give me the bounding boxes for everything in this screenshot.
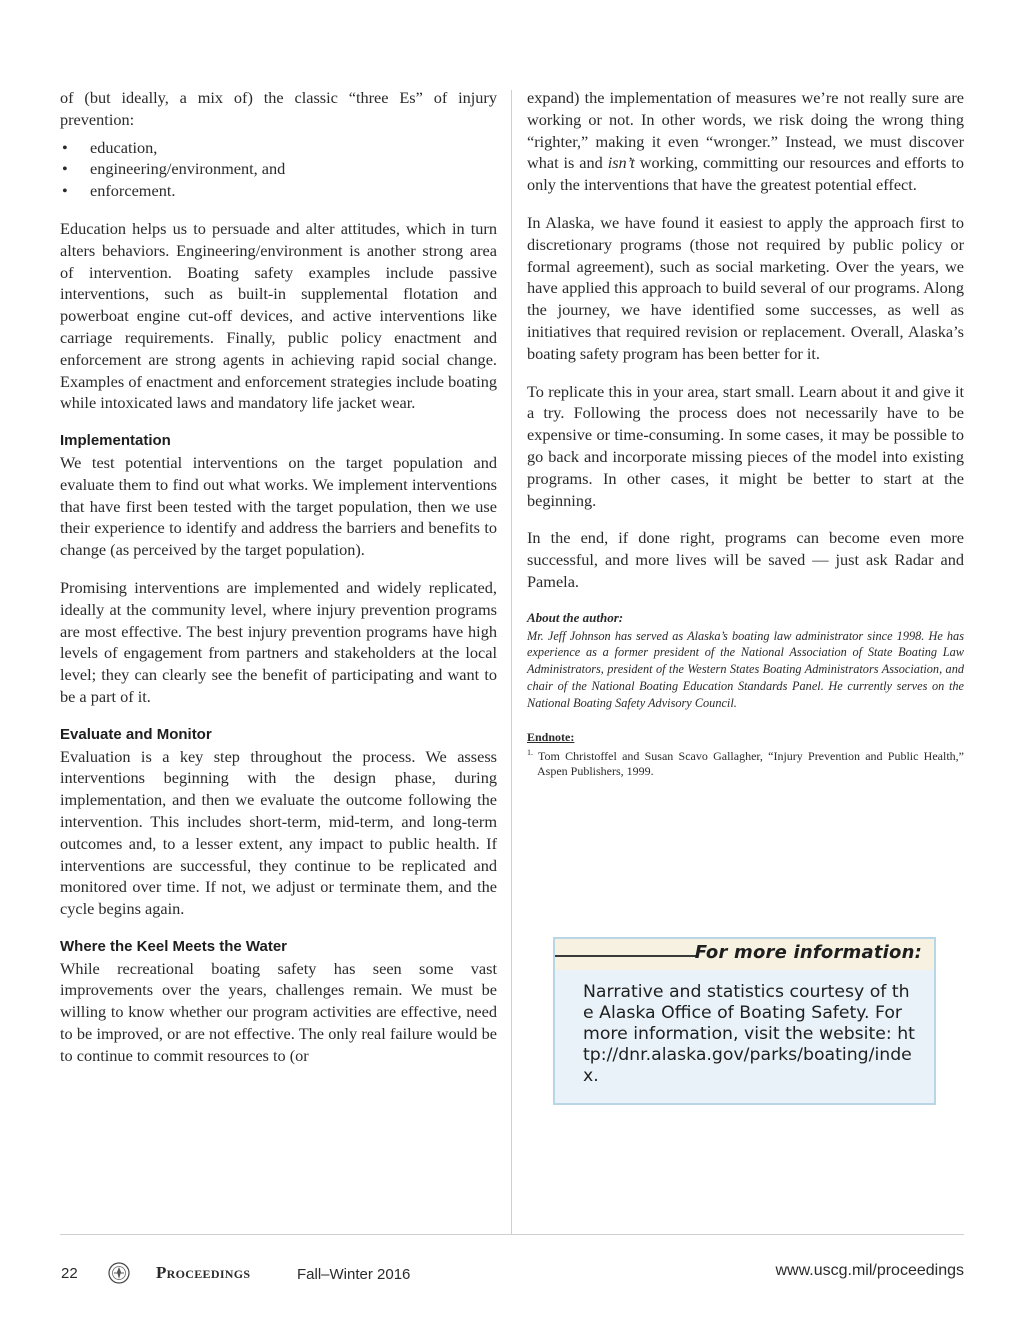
implementation-heading: Implementation: [60, 432, 171, 450]
list-item: • enforcement.: [60, 180, 497, 202]
endnote-label: Endnote:: [527, 730, 575, 745]
endnote-number: 1.: [527, 748, 533, 758]
more-info-body: Narrative and statistics courtesy of the Alaska Office of Boating Safety. For more information, visit the website: http://dnr.alaska.gov/parks/boating/index.: [583, 982, 915, 1086]
author-label: About the author:: [527, 609, 624, 625]
continuation-text: expand) the implementation of measures we’re not really sure are working or not. In other words, we risk doing the wrong thing “righter,” making it even “wronger.” Instead, we must discover what is and: [527, 88, 964, 173]
endnote-text: [527, 746, 964, 778]
author-bio: Mr. Jeff Johnson has served as Alaska’s boating law administrator since 1998. He has experience as a former president of the National Association of State Boating Law Administrators, president of the Western States Boating Administrators Association, and chair of the National Boating Education Standards Panel. He currently serves on the National Boating Safety Advisory Council.: [527, 628, 964, 710]
alaska-paragraph: In Alaska, we have found it easiest to apply the approach first to discretionary programs (those not required by public policy or formal agreement), such as social marketing. Over the years, we have applied this approach to build several of our programs. Along the journey, we have identified some successes, as well as initiatives that required revision or replacement. Overall, Alaska’s boating safety program has been better for it.: [527, 212, 964, 363]
uscg-seal-icon: [108, 1262, 130, 1284]
replication-paragraph: Promising interventions are implemented and widely replicated, ideally at the community level, where injury prevention programs are most effective. The best injury prevention programs have high levels of engagement from partners and stakeholders at the local level; they can clearly see the benefit of participating and want to be a part of it.: [60, 577, 497, 706]
more-info-box: [553, 937, 936, 1105]
issue-date: Fall–Winter 2016: [297, 1266, 411, 1283]
keel-heading: Where the Keel Meets the Water: [60, 937, 287, 955]
footer-rule: [60, 1234, 964, 1235]
list-item: • engineering/environment, and: [60, 158, 497, 180]
right-column: [527, 87, 964, 778]
left-column: [60, 87, 497, 1083]
header-rule: [555, 955, 698, 957]
keel-paragraph: While recreational boating safety has seen some vast improvements over the years, challenges remain. We must be willing to know whether our program activities are effective, need to be improved, or are not effective. The only real failure would be to continue to commit resources to (or: [60, 958, 497, 1065]
publication-name: Proceedings: [156, 1263, 251, 1282]
evaluate-paragraph: Evaluation is a key step throughout the process. We assess interventions beginning with the design phase, during implementation, and then we evaluate the outcome following the intervention. This includes short-term, mid-term, and long-term outcomes and, to a lesser extent, any impact to public health. If interventions are successful, they continue to be replicated and monitored over time. If not, we adjust or terminate them, and the cycle begins again.: [60, 746, 497, 919]
more-info-title: For more information:: [694, 942, 922, 963]
replicate-paragraph: To replicate this in your area, start small. Learn about it and give it a try. Following the process does not necessarily have to be expensive or time-consuming. In some cases, it may be possible to go back and incorporate missing pieces of the model into existing programs. In other cases, it might be better to start at the beginning.: [527, 381, 964, 510]
page-number: 22: [61, 1265, 78, 1282]
emphasis-isnt: isn’t: [607, 153, 635, 173]
endnote-citation: Tom Christoffel and Susan Scavo Gallagher, “Injury Prevention and Public Health,” Aspen Publishers, 1999.: [533, 749, 964, 778]
continuation-text-end: working, committing our resources and efforts to only the interventions that have the greatest potential effect.: [527, 153, 964, 195]
more-info-header: [555, 939, 934, 970]
continuation-paragraph: [527, 87, 964, 196]
evaluate-heading: Evaluate and Monitor: [60, 725, 212, 743]
three-es-list: [60, 137, 497, 202]
conclusion-paragraph: In the end, if done right, programs can become even more successful, and more lives will be saved — just ask Radar and Pamela.: [527, 528, 964, 591]
column-divider: [511, 90, 512, 1235]
list-item: • education,: [60, 137, 497, 159]
intro-paragraph: of (but ideally, a mix of) the classic “three Es” of injury prevention:: [60, 88, 497, 129]
implementation-paragraph: We test potential interventions on the target population and evaluate them to find out what works. We implement interventions that have first been tested with the target population, then we use their experience to identify and address the barriers and benefits to change (as perceived by the target population).: [60, 452, 497, 560]
website-url[interactable]: www.uscg.mil/proceedings: [775, 1262, 964, 1279]
education-paragraph: Education helps us to persuade and alter attitudes, which in turn alters behaviors. Engineering/environment is another strong area of intervention. Boating safety examples include passive interventions, such as built-in supplemental flotation and powerboat engine cut-off devices, and active interventions like carriage requirements. Finally, public policy enactment and enforcement are strong agents in achieving rapid social change. Examples of enactment and enforcement strategies include boating while intoxicated laws and mandatory life jacket wear.: [60, 218, 497, 413]
